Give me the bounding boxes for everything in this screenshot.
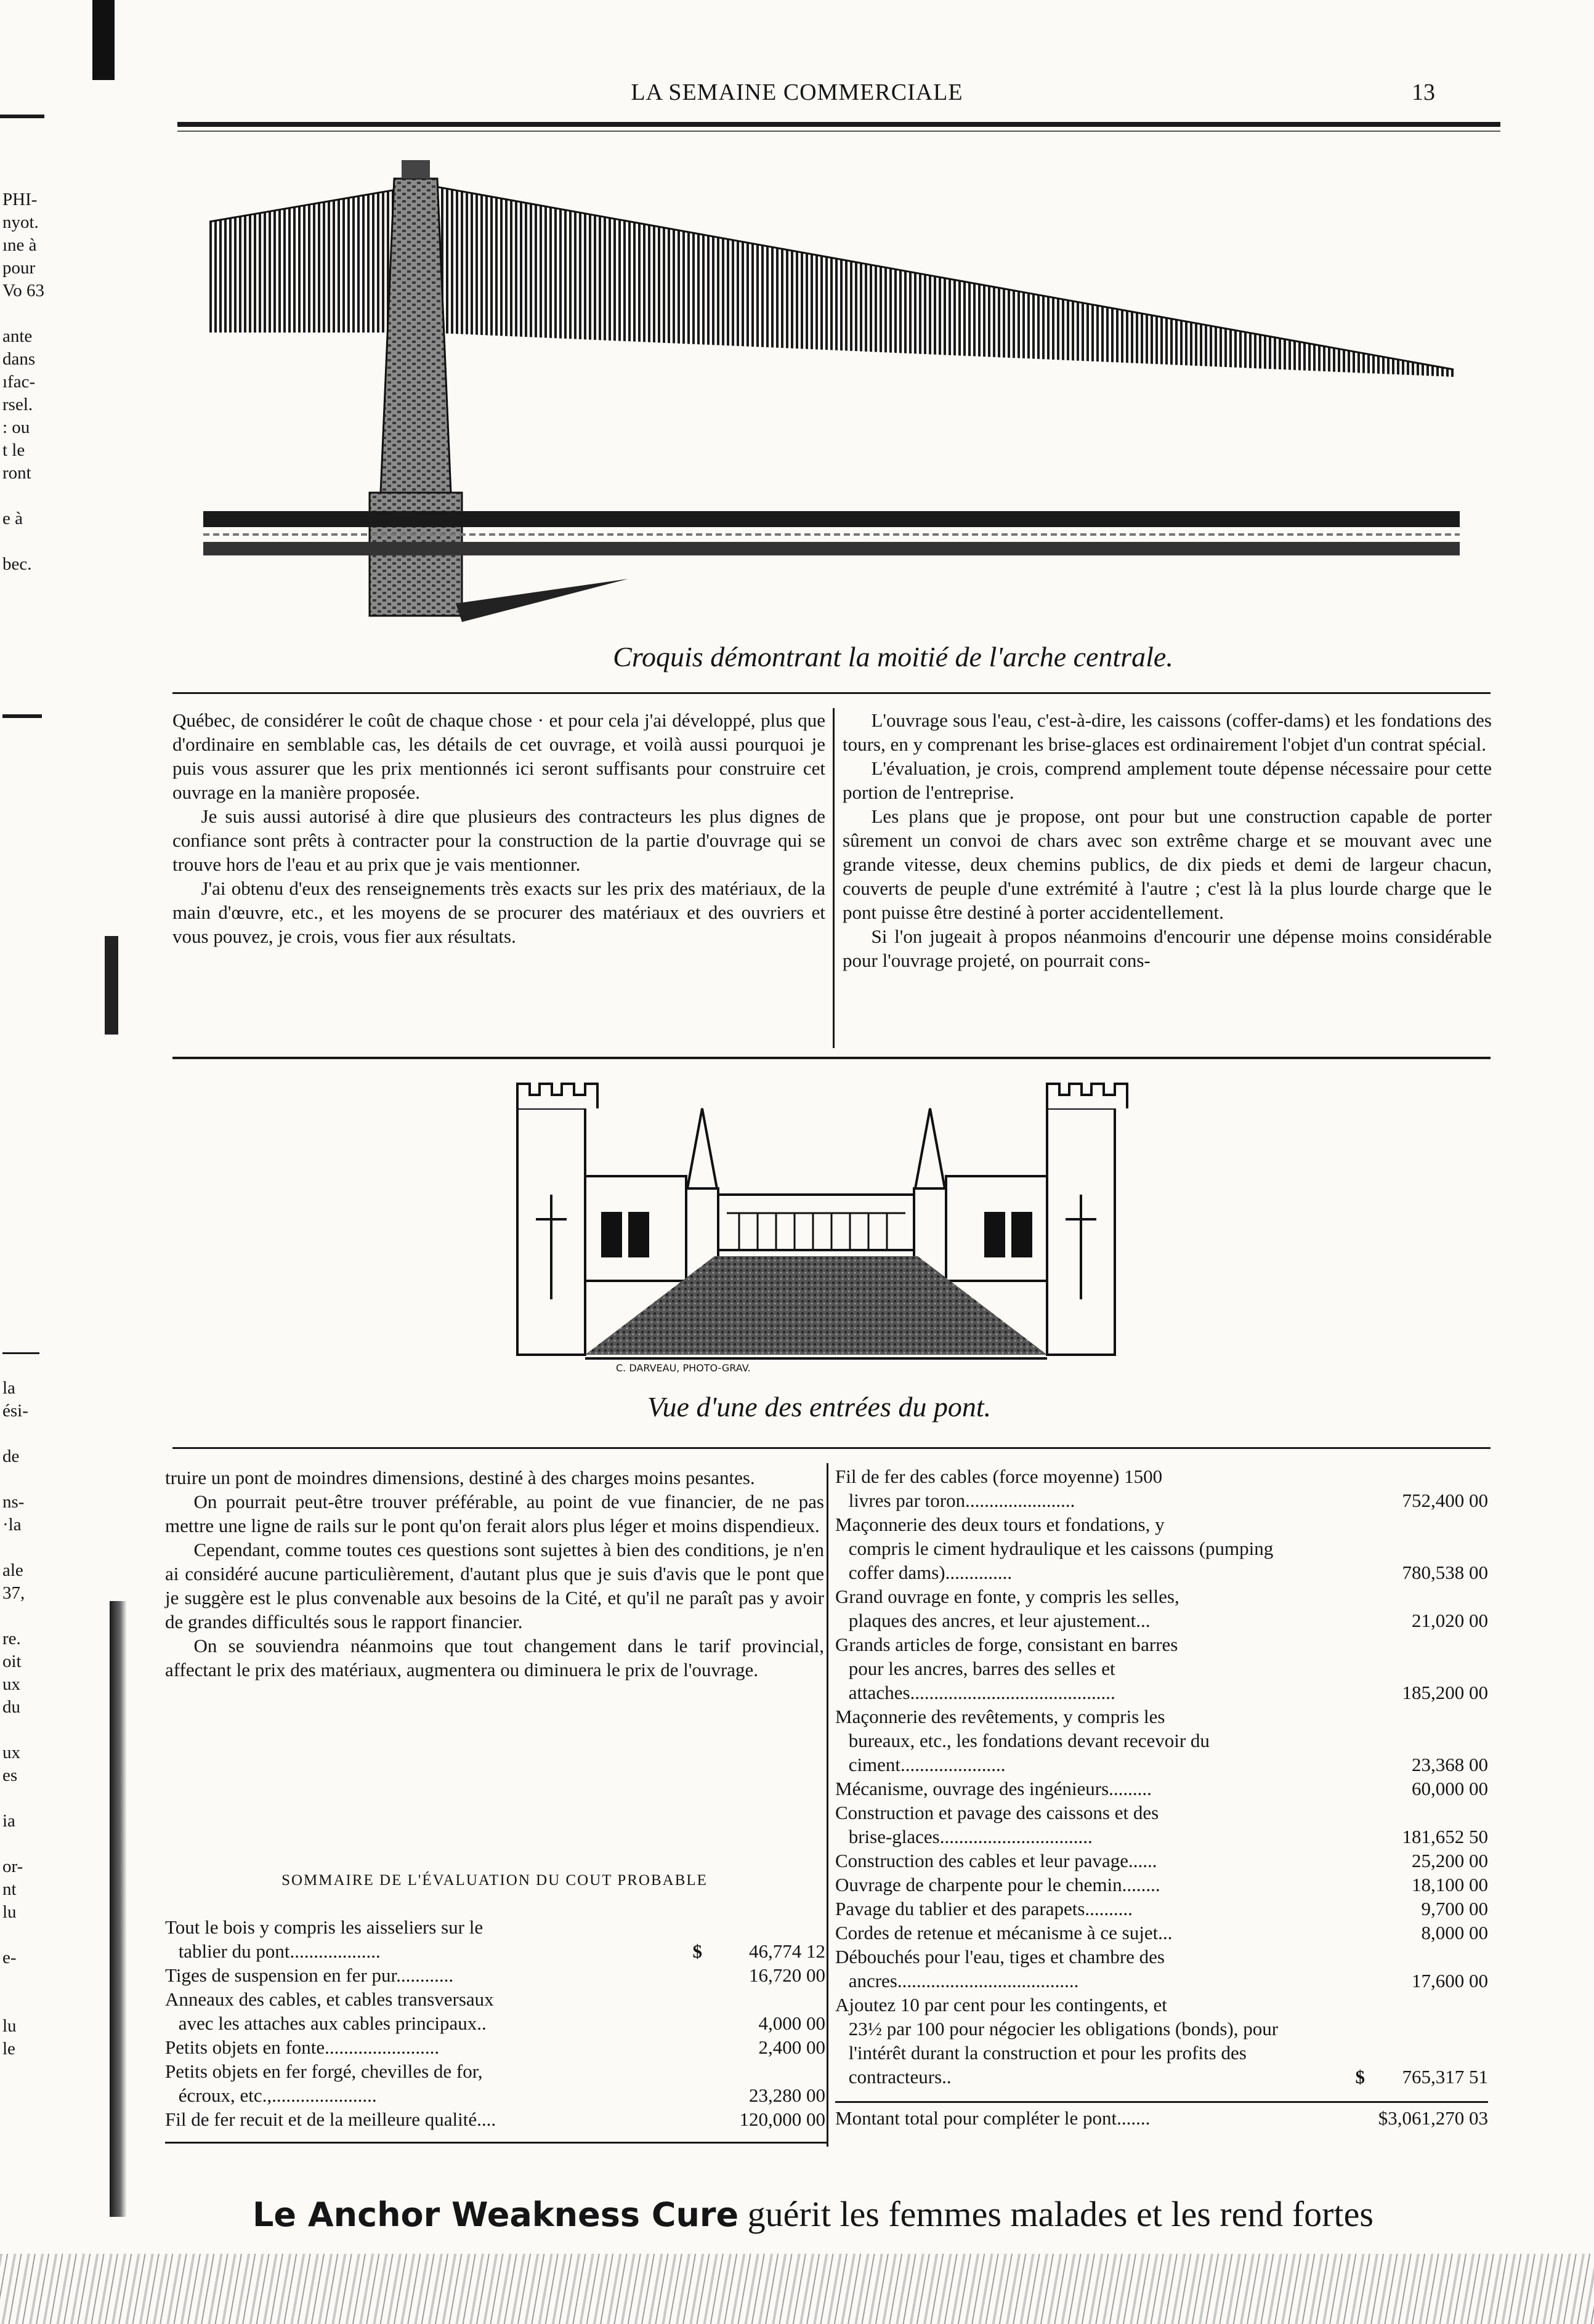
summary-item-amount: 4,000 00 [758, 2012, 825, 2034]
margin-fragment: lu [2, 1902, 17, 1922]
tower-footing-shadow [456, 579, 628, 622]
margin-fragment: nyot. [2, 212, 39, 232]
summary-item-line: Débouchés pour l'eau, tiges et chambre des [835, 1946, 1165, 1967]
margin-fragment [2, 1787, 58, 1810]
total-row [835, 2106, 1488, 2130]
margin-fragment: ante [2, 326, 33, 346]
summary-table-right [835, 1464, 1488, 2089]
summary-item-line: Construction et pavage des caissons et des [835, 1802, 1159, 1823]
paragraph: Si l'on jugeait à propos néanmoins d'encourir une dépense moins considérable pour l'ouvrage projeté, on pourrait cons- [843, 926, 1492, 971]
summary-row [835, 1897, 1488, 1921]
summary-item-line: Petits objets en fonte........................ [165, 2036, 440, 2058]
summary-item-amount: 185,200 00 [1402, 1682, 1488, 1703]
arch-illustration [185, 148, 1466, 628]
summary-row [165, 2107, 825, 2131]
margin-fragment: nt [2, 1879, 17, 1899]
binding-shadow-bottom [110, 1601, 127, 2217]
margin-fragment: ux [2, 1743, 20, 1762]
caption-rule-1 [172, 692, 1491, 694]
margin-rule-2 [2, 714, 42, 718]
margin-fragment: Vo 63 [2, 281, 44, 301]
summary-row [835, 1945, 1488, 1993]
paragraph: L'évaluation, je crois, comprend amplement toute dépense nécessaire pour cette portion de l'entreprise. [843, 757, 1492, 803]
summary-row [835, 1512, 1488, 1584]
total-rule [835, 2101, 1488, 2103]
margin-fragment: PHI- [2, 190, 38, 209]
article-top-right [843, 708, 1492, 972]
article-bottom-left [165, 1466, 824, 1682]
margin-fragment [2, 1969, 58, 1992]
paragraph: Québec, de considérer le coût de chaque chose · et pour cela j'ai développé, plus que d'ordinaire en semblable cas, les détails de cet ouvrage, et voilà aussi pourquoi je puis vous assurer que les prix mentionnés ici seront suffisants pour construire cet ouvrage en la manière proposée. [172, 709, 825, 803]
margin-fragment: re. [2, 1629, 21, 1648]
summary-item-line: ancres...................................... [848, 1970, 1079, 1991]
binding-shadow-lower [105, 936, 118, 1035]
margin-fragment: le [2, 2039, 15, 2059]
margin-fragment: ·la [2, 1515, 22, 1535]
arch-caption: Croquis démontrant la moitié de l'arche centrale. [613, 641, 1173, 672]
margin-fragment: de [2, 1446, 20, 1466]
bottom-edge-noise [0, 2254, 1594, 2324]
summary-item-line: Grand ouvrage en fonte, y compris les selles, [835, 1586, 1179, 1607]
margin-fragment: 37, [2, 1583, 25, 1603]
summary-item-amount: 21,020 00 [1412, 1610, 1488, 1631]
margin-fragment: ront [2, 463, 31, 483]
margin-fragment [2, 1536, 58, 1559]
summary-item-amount: 8,000 00 [1421, 1922, 1488, 1943]
summary-item-line: pour les ancres, barres des selles et attaches........................................... [848, 1658, 1115, 1703]
paragraph: On pourrait peut-être trouver préférable, au point de vue financier, de ne pas mettre une ligne de rails sur le pont qu'on ferait alors plus léger et moins dispendieux. [165, 1491, 824, 1536]
summary-item-amount: 23,280 00 [749, 2084, 825, 2106]
margin-fragment [2, 302, 58, 325]
margin-rule-1 [0, 115, 44, 118]
paragraph: Les plans que je propose, ont pour but une construction capable de porter sûrement un convoi de chars avec son extrême charge et se mouvant avec une grande vitesse, deux chemins publics, de dix pieds et demi de largeur chacun, couverts de peuple d'une extrémité à l'autre ; c'est là la plus lourde charge que le pont puisse être destiné à porter accidentellement. [843, 805, 1492, 923]
summary-item-amount: 17,600 00 [1412, 1970, 1488, 1991]
summary-item-line: brise-glaces................................ [848, 1826, 1093, 1847]
margin-fragment [2, 485, 58, 507]
header-rule [177, 122, 1500, 127]
tower-cap [402, 160, 430, 179]
summary-item-line: Construction des cables et leur pavage...... [835, 1850, 1157, 1871]
summary-item-line: tablier du pont................... [178, 1940, 381, 1962]
margin-fragment: e- [2, 1948, 17, 1967]
summary-item-line: livres par toron....................... [848, 1490, 1075, 1511]
summary-item-line: Anneaux des cables, et cables transversaux [165, 1988, 494, 2010]
margin-fragment: ési- [2, 1401, 28, 1421]
summary-row [835, 1849, 1488, 1873]
summary-item-amount: 60,000 00 [1412, 1778, 1488, 1799]
summary-item-amount: 46,774 12 [749, 1940, 825, 1962]
ad-tagline: guérit les femmes malades et les rend fortes [747, 2194, 1374, 2234]
total-amount: $3,061,270 03 [1378, 2107, 1488, 2129]
margin-fragments-top [2, 188, 58, 576]
paragraph: Cependant, comme toutes ces questions sont sujettes à bien des conditions, je n'en ai considéré aucune particulièrement, d'autant plus que je suis d'avis que le pont que je suggère est le plus convenable aux besoins de la Cité, et qu'il ne paraît pas y avoir de grandes difficultés sous le rapport financier. [165, 1539, 824, 1632]
margin-fragment: pour [2, 258, 36, 278]
caption-rule-2 [172, 1447, 1491, 1449]
summary-row [835, 1921, 1488, 1945]
summary-title: SOMMAIRE DE L'ÉVALUATION DU COUT PROBABLE [281, 1872, 708, 1889]
summary-item-amount: 25,200 00 [1412, 1850, 1488, 1871]
summary-row [835, 1584, 1488, 1632]
margin-fragment [2, 530, 58, 553]
bridge-deck [203, 511, 1460, 527]
margin-rule-3 [2, 1352, 39, 1354]
summary-item-amount: 752,400 00 [1402, 1490, 1488, 1511]
paragraph: Je suis aussi autorisé à dire que plusieurs des contracteurs les plus dignes de confiance sont prêts à contracter pour la construction de la partie d'ouvrage qui se trouve hors de l'eau et au prix que je vais mentionner. [172, 805, 825, 875]
margin-fragment: dans [2, 349, 36, 369]
margin-fragment: ıne à [2, 235, 37, 255]
summary-item-line: plaques des ancres, et leur ajustement... [848, 1610, 1151, 1631]
summary-item-line: Maçonnerie des deux tours et fondations, y [835, 1514, 1165, 1535]
right-tower [1047, 1084, 1127, 1355]
margin-fragment: du [2, 1697, 20, 1717]
margin-fragment: ia [2, 1811, 15, 1831]
header-rule-thin [177, 131, 1500, 132]
summary-item-line: Cordes de retenue et mécanisme à ce sujet... [835, 1922, 1173, 1943]
summary-item-line: Pavage du tablier et des parapets.......... [835, 1898, 1133, 1919]
margin-fragment [2, 1924, 58, 1947]
summary-total [835, 2106, 1488, 2130]
margin-fragment: la [2, 1378, 15, 1398]
margin-fragment: or- [2, 1857, 23, 1876]
summary-item-line: Ajoutez 10 par cent pour les contingents, et [835, 1994, 1167, 2015]
summary-item-line: avec les attaches aux cables principaux.. [178, 2012, 487, 2034]
summary-row [835, 1632, 1488, 1705]
paragraph: truire un pont de moindres dimensions, destiné à des charges moins pesantes. [165, 1467, 755, 1488]
column-divider-top [833, 708, 835, 1048]
summary-item-amount: 765,317 51 [1402, 2066, 1488, 2088]
summary-item-amount: 120,000 00 [739, 2108, 825, 2130]
margin-fragment [2, 1992, 58, 2015]
summary-item-amount: 2,400 00 [758, 2036, 825, 2058]
margin-fragment: ale [2, 1560, 23, 1580]
running-header: LA SEMAINE COMMERCIALE [631, 79, 963, 105]
bridge-deck-lower [203, 542, 1460, 555]
summary-row [165, 2035, 825, 2059]
summary-row [835, 1873, 1488, 1897]
summary-table-left [165, 1915, 825, 2131]
margin-fragment: ns- [2, 1492, 25, 1512]
margin-fragment: bec. [2, 554, 32, 574]
summary-item-line: bureaux, etc., les fondations devant recevoir du ciment...................... [848, 1730, 1210, 1775]
margin-fragment: ıfac- [2, 372, 36, 392]
paragraph: J'ai obtenu d'eux des renseignements très exacts sur les prix des matériaux, de la main d'œuvre, etc., et les moyens de se procurer des matériaux et des ouvriers et vous pouvez, je crois, vous fier aux résultats. [172, 878, 825, 947]
summary-row [165, 1915, 825, 1963]
margin-fragment [2, 1833, 58, 1855]
bridge-entrance-illustration [493, 1071, 1139, 1386]
summary-item-line: Fil de fer des cables (force moyenne) 1500 [835, 1466, 1163, 1487]
entrance-caption: Vue d'une des entrées du pont. [647, 1391, 992, 1422]
margin-fragment: : ou [2, 418, 30, 437]
total-label: Montant total pour compléter le pont....... [835, 2107, 1151, 2129]
margin-fragment: oit [2, 1652, 22, 1671]
summary-item-amount: 9,700 00 [1421, 1898, 1488, 1919]
binding-shadow [92, 0, 115, 80]
margin-fragment: t le [2, 440, 25, 460]
summary-row [835, 1777, 1488, 1801]
summary-row [835, 1993, 1488, 2089]
margin-fragment [2, 1468, 58, 1491]
margin-fragment [2, 1422, 58, 1445]
margin-fragments-bottom [2, 1377, 58, 2060]
article-top-left [172, 708, 825, 948]
summary-row [165, 1987, 825, 2035]
summary-item-amount: 18,100 00 [1412, 1874, 1488, 1895]
summary-row [835, 1801, 1488, 1849]
margin-fragment: e à [2, 509, 23, 528]
summary-row [835, 1705, 1488, 1777]
summary-row [165, 2059, 825, 2107]
summary-item-line: écroux, etc.,...................... [178, 2084, 377, 2106]
summary-item-line: Grands articles de forge, consistant en barres [835, 1634, 1178, 1655]
summary-item-line: compris le ciment hydraulique et les caissons (pumping coffer dams).............. [848, 1538, 1274, 1583]
summary-item-line: Ouvrage de charpente pour le chemin........ [835, 1874, 1160, 1895]
summary-item-amount: 181,652 50 [1402, 1826, 1488, 1847]
summary-item-amount: 780,538 00 [1402, 1562, 1488, 1583]
engraver-credit: C. DARVEAU, PHOTO-GRAV. [616, 1362, 751, 1374]
column-divider-bottom [827, 1463, 828, 2147]
summary-row [165, 1963, 825, 1987]
summary-item-line: Tiges de suspension en fer pur............ [165, 1964, 454, 1986]
summary-item-line: Tout le bois y compris les aisseliers sur le [165, 1916, 483, 1938]
margin-fragment: es [2, 1765, 18, 1785]
summary-item-line: Maçonnerie des revêtements, y compris les [835, 1706, 1165, 1727]
margin-fragment: lu [2, 2016, 17, 2036]
ad-brand: Le Anchor Weakness Cure [253, 2195, 739, 2234]
paragraph: L'ouvrage sous l'eau, c'est-à-dire, les caissons (coffer-dams) et les fondations des tours, en y comprenant les brise-glaces est ordinairement l'objet d'un contrat spécial. [843, 709, 1492, 755]
summary-item-line: Fil de fer recuit et de la meilleure qualité.... [165, 2108, 496, 2130]
summary-item-line: Mécanisme, ouvrage des ingénieurs......... [835, 1778, 1152, 1799]
summary-item-line: 23½ par 100 pour négocier les obligations (bonds), pour l'intérêt durant la construction et pour les profits des contracteurs.. [848, 2018, 1279, 2088]
paragraph: On se souviendra néanmoins que tout changement dans le tarif provincial, affectant le prix des matériaux, augmentera ou diminuera le prix de l'ouvrage. [165, 1635, 824, 1680]
summary-row [835, 1464, 1488, 1512]
summary-item-line: Petits objets en fer forgé, chevilles de for, [165, 2060, 483, 2082]
page-number: 13 [1412, 79, 1435, 105]
left-column-bottom-rule [165, 2142, 827, 2144]
margin-fragment [2, 1719, 58, 1741]
margin-fragment: ux [2, 1674, 20, 1694]
summary-item-amount: 23,368 00 [1412, 1754, 1488, 1775]
currency-sign: $ [692, 1940, 702, 1962]
margin-fragment: rsel. [2, 395, 33, 414]
section-rule-1 [172, 1057, 1491, 1059]
margin-fragment [2, 1605, 58, 1628]
advertisement [253, 2193, 1374, 2235]
currency-sign: $ [1355, 2066, 1365, 2088]
summary-item-amount: 16,720 00 [749, 1964, 825, 1986]
